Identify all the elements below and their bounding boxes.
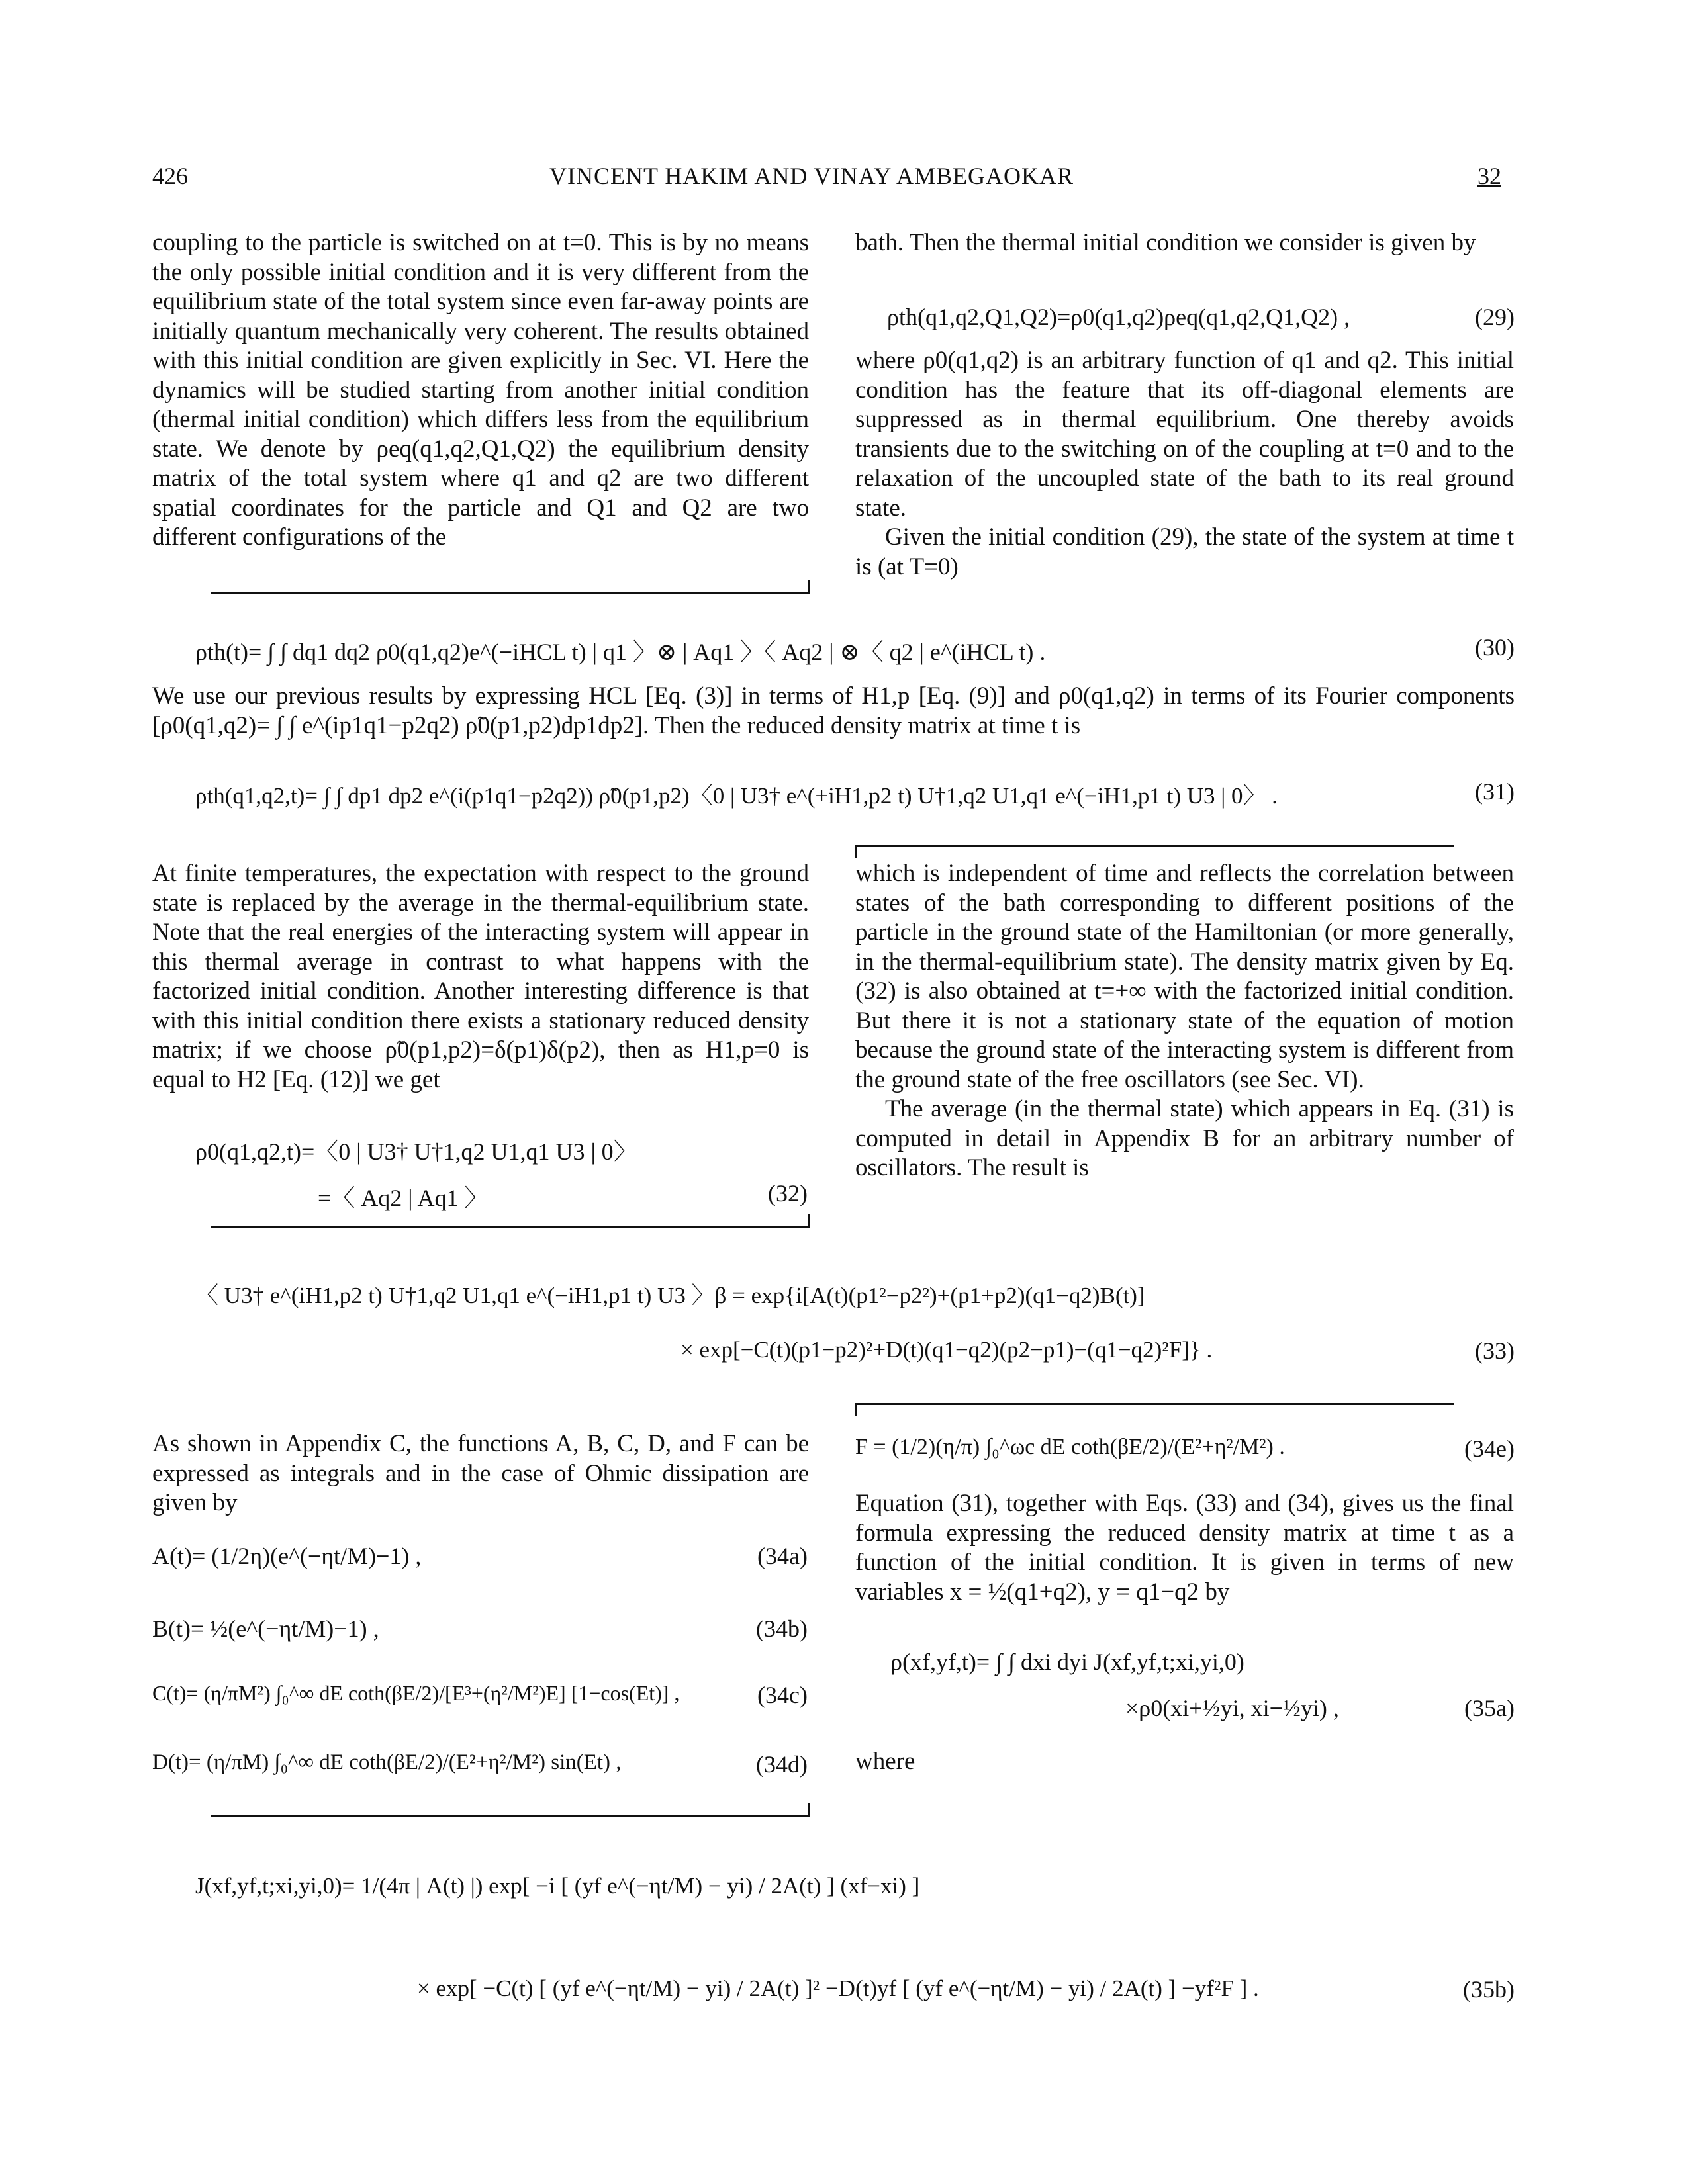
equation-34b-number: (34b)	[756, 1615, 808, 1642]
right-column-block-1	[855, 228, 1514, 258]
equation-35a-number: (35a)	[1464, 1695, 1515, 1721]
column-end-rule-2	[211, 1226, 810, 1228]
page-number: 426	[152, 163, 188, 189]
equation-35a-line-1: ρ(xf,yf,t)= ∫ ∫ dxi dyi J(xf,yf,t;xi,yi,0)	[890, 1649, 1244, 1675]
column-end-tick	[808, 580, 810, 594]
paragraph-final-formula: Equation (31), together with Eqs. (33) and (34), gives us the final formula expressing the reduced density matrix at time t as a function of the initial condition. It is given in terms of new variables x = ½(q1+q2), y = q1−q2 by	[855, 1490, 1514, 1606]
running-head-authors: VINCENT HAKIM AND VINAY AMBEGAOKAR	[549, 163, 1074, 189]
full-width-paragraph	[152, 682, 1515, 741]
right-column-block-2	[855, 859, 1514, 1183]
right-column-block-3	[855, 1489, 1514, 1607]
equation-33-number: (33)	[1475, 1338, 1515, 1364]
where-label: where	[855, 1748, 915, 1775]
equation-34c: C(t)= (η/πM²) ∫₀^∞ dE coth(βE/2)/[E³+(η²/M²)E] [1−cos(Et)] ,	[152, 1681, 680, 1705]
paragraph-given: Given the initial condition (29), the state of the system at time t is (at T=0)	[855, 523, 1514, 580]
column-end-tick-3	[808, 1803, 810, 1816]
volume-number: 32	[1477, 163, 1501, 189]
equation-34e-number: (34e)	[1464, 1435, 1515, 1462]
column-start-tick-3	[855, 1403, 857, 1416]
equation-34d-number: (34d)	[756, 1751, 808, 1778]
equation-34d: D(t)= (η/πM) ∫₀^∞ dE coth(βE/2)/(E²+η²/M²) sin(Et) ,	[152, 1751, 622, 1774]
paragraph-average: The average (in the thermal state) which appears in Eq. (31) is computed in detail in Appendix B for an arbitrary number of oscillators. The result is	[855, 1095, 1514, 1181]
left-column-paragraph-2	[152, 859, 809, 1095]
equation-32-line-2: =〈 Aq2 | Aq1 〉	[318, 1185, 489, 1211]
equation-34e: F = (1/2)(η/π) ∫₀^ωc dE coth(βE/2)/(E²+η²/M²) .	[855, 1435, 1285, 1459]
paragraph-initial-condition: where ρ0(q1,q2) is an arbitrary function of q1 and q2. This initial condition has the feature that its off-diagonal elements are suppressed as in thermal equilibrium. One thereby avoids transients due to the switching on of the coupling at t=0 and to the relaxation of the uncoupled state of the bath to its real ground state.	[855, 347, 1514, 522]
paragraph-fourier: We use our previous results by expressing HCL [Eq. (3)] in terms of H1,p [Eq. (9)] and ρ0(q1,q2) in terms of its Fourier components [ρ0(q1,q2)= ∫ ∫ e^(ip1q1−p2q2) ρ̃0(p1,p2)dp1dp2]. Then the reduced density matrix at time t is	[152, 682, 1515, 739]
equation-33-line-1: 〈 U3† e^(iH1,p2 t) U†1,q2 U1,q1 e^(−iH1,p1 t) U3 〉β = exp{i[A(t)(p1²−p2²)+(p1+p2)(q1−q2)B(t)]	[195, 1283, 1145, 1308]
equation-35a-line-2: ×ρ0(xi+½yi, xi−½yi) ,	[1125, 1695, 1339, 1721]
equation-35b-number: (35b)	[1463, 1976, 1515, 2003]
column-end-rule	[211, 592, 810, 594]
left-column-paragraph-3	[152, 1430, 809, 1518]
equation-29: ρth(q1,q2,Q1,Q2)=ρ0(q1,q2)ρeq(q1,q2,Q1,Q2) ,	[887, 304, 1350, 330]
equation-33-line-2: × exp[−C(t)(p1−p2)²+D(t)(q1−q2)(p2−p1)−(q1−q2)²F]} .	[680, 1337, 1213, 1363]
paragraph-appendix-c: As shown in Appendix C, the functions A, B, C, D, and F can be expressed as integrals and in the case of Ohmic dissipation are given by	[152, 1430, 809, 1516]
equation-34c-number: (34c)	[757, 1682, 808, 1708]
left-column-paragraph-1	[152, 228, 809, 553]
equation-34a: A(t)= (1/2η)(e^(−ηt/M)−1) ,	[152, 1543, 422, 1569]
paragraph-finite-temperatures: At finite temperatures, the expectation with respect to the ground state is replaced by the average in the thermal-equilibrium state. Note that the real energies of the interacting system will appear in this thermal average in contrast to what happens with the factorized initial condition. Another interesting difference is that with this initial condition there exists a stationary reduced density matrix; if we choose ρ̃0(p1,p2)=δ(p1)δ(p2), then as H1,p=0 is equal to H2 [Eq. (12)] we get	[152, 860, 809, 1093]
equation-30-number: (30)	[1475, 634, 1515, 660]
equation-30: ρth(t)= ∫ ∫ dq1 dq2 ρ0(q1,q2)e^(−iHCL t) | q1 〉⊗ | Aq1 〉〈 Aq2 | ⊗〈 q2 | e^(iHCL t) .	[195, 639, 1046, 665]
paragraph-independent: which is independent of time and reflects the correlation between states of the bath corresponding to different positions of the particle in the ground state of the Hamiltonian (or more generally, in the thermal-equilibrium state). The density matrix given by Eq. (32) is also obtained at t=+∞ with the factorized initial condition. But there it is not a stationary state of the equation of motion because the ground state of the interacting system is different from the ground state of the free oscillators (see Sec. VI).	[855, 860, 1514, 1093]
column-end-rule-3	[211, 1815, 810, 1817]
column-start-rule	[855, 845, 1454, 847]
equation-31-number: (31)	[1475, 778, 1515, 805]
equation-31: ρth(q1,q2,t)= ∫ ∫ dp1 dp2 e^(i(p1q1−p2q2)) ρ̃0(p1,p2)〈0 | U3† e^(+iH1,p2 t) U†1,q2 U1,q1 e^(−iH1,p1 t) U3 | 0〉 .	[195, 783, 1278, 809]
column-end-tick-2	[808, 1214, 810, 1228]
column-start-rule-3	[855, 1403, 1454, 1405]
paragraph-bath: bath. Then the thermal initial condition we consider is given by	[855, 229, 1476, 256]
equation-29-number: (29)	[1475, 304, 1515, 330]
equation-35b-line-2: × exp[ −C(t) [ (yf e^(−ηt/M) − yi) / 2A(t) ]² −D(t)yf [ (yf e^(−ηt/M) − yi) / 2A(t) ] −yf²F ] .	[417, 1976, 1259, 2001]
equation-32-number: (32)	[768, 1180, 808, 1206]
right-column-block-1b	[855, 346, 1514, 582]
equation-32-line-1: ρ0(q1,q2,t)=〈0 | U3† U†1,q2 U1,q1 U3 | 0〉	[195, 1138, 637, 1165]
equation-34b: B(t)= ½(e^(−ηt/M)−1) ,	[152, 1615, 379, 1642]
equation-35b-line-1: J(xf,yf,t;xi,yi,0)= 1/(4π | A(t) |) exp[ −i [ (yf e^(−ηt/M) − yi) / 2A(t) ] (xf−xi) ]	[195, 1873, 920, 1899]
column-start-tick	[855, 845, 857, 858]
equation-34a-number: (34a)	[757, 1543, 808, 1569]
paragraph-coupling: coupling to the particle is switched on at t=0. This is by no means the only possible initial condition and it is very different from the equilibrium state of the total system since even far-away points are initially quantum mechanically very coherent. The results obtained with this initial condition are given explicitly in Sec. VI. Here the dynamics will be studied starting from another initial condition (thermal initial condition) which differs less from the equilibrium state. We denote by ρeq(q1,q2,Q1,Q2) the equilibrium density matrix of the total system where q1 and q2 are two different spatial coordinates for the particle and Q1 and Q2 are two different configurations of the	[152, 229, 809, 551]
